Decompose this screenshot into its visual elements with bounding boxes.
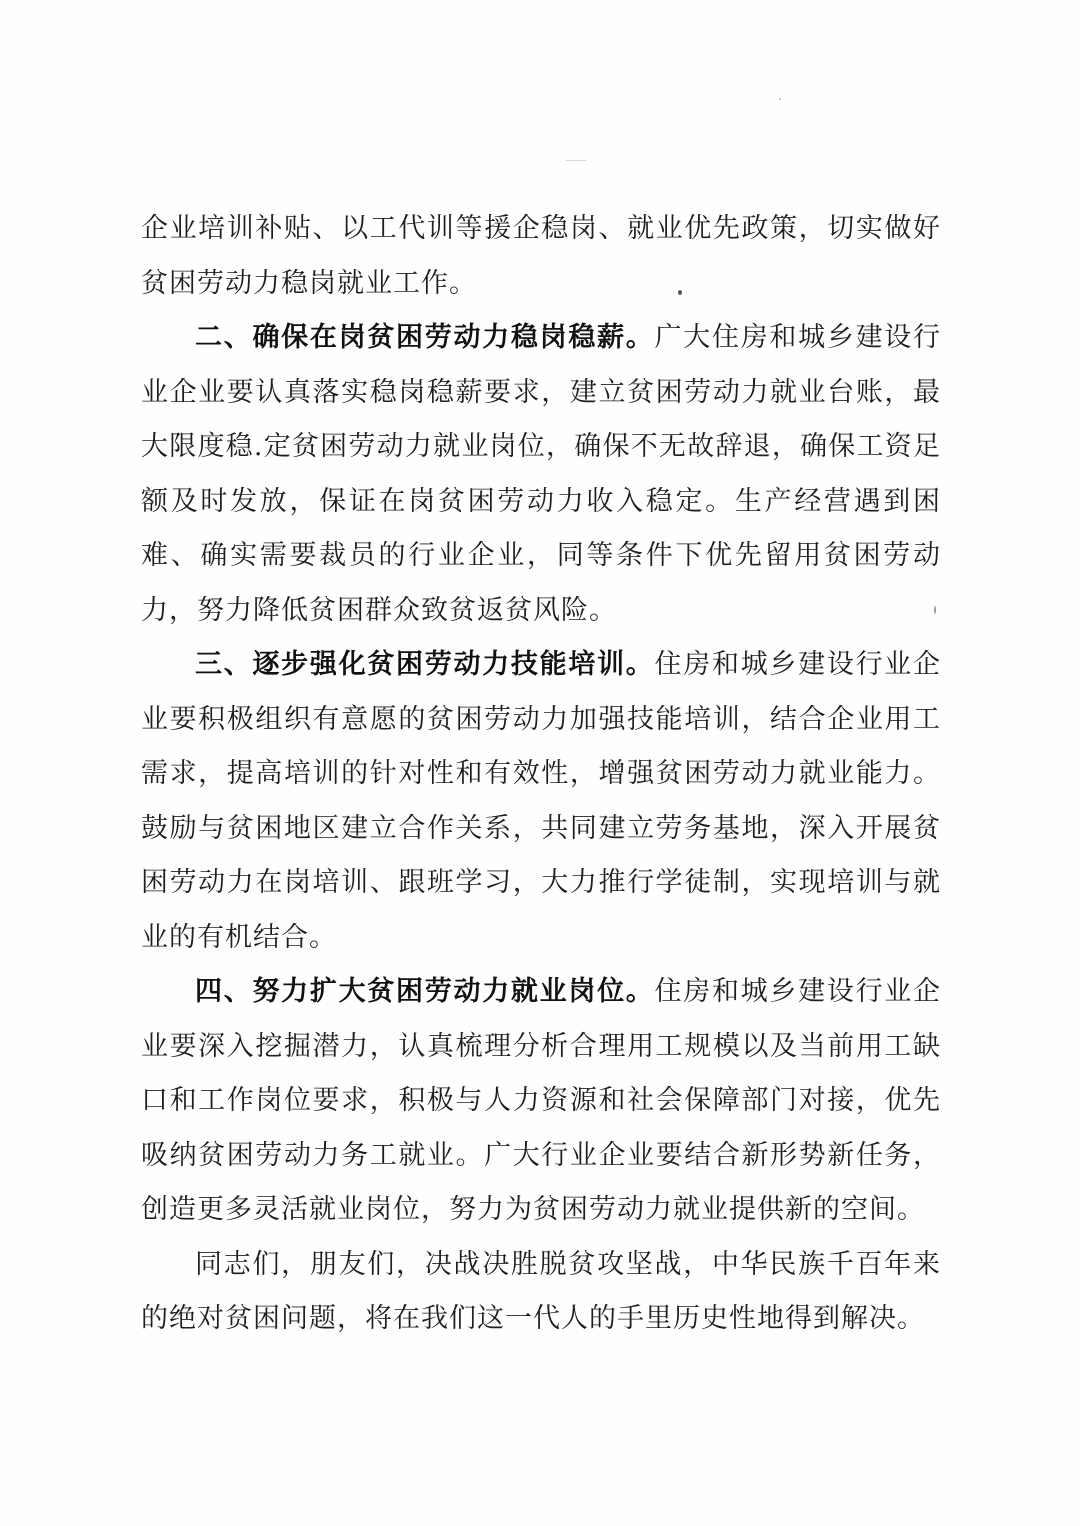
- section-heading: 四、努力扩大贫困劳动力就业岗位。: [195, 976, 655, 1007]
- scan-artifact-line: [566, 160, 586, 161]
- paragraph-section-4: [141, 965, 941, 1238]
- paragraph-section-3: [141, 638, 941, 965]
- paragraph-text: 同志们，朋友们，决战决胜脱贫攻坚战，中华民族千百年来的绝对贫困问题，将在我们这一代人的手里历史性地得到解决。: [141, 1248, 941, 1334]
- document-body: [141, 202, 941, 1347]
- paragraph-intro-continuation: [141, 202, 941, 311]
- paragraph-text: 广大住房和城乡建设行业企业要认真落实稳岗稳薪要求，建立贫困劳动力就业台账，最大限度稳.定贫困劳动力就业岗位，确保不无故辞退，确保工资足额及时发放，保证在岗贫困劳动力收入稳定。生产经营遇到困难、确实需要裁员的行业企业，同等条件下优先留用贫困劳动力，努力降低贫困群众致贫返贫风险。: [141, 322, 942, 626]
- scan-artifact-speck: [779, 98, 781, 100]
- paragraph-closing: [141, 1238, 941, 1347]
- section-heading: 三、逐步强化贫困劳动力技能培训。: [195, 649, 655, 680]
- paragraph-text: 住房和城乡建设行业企业要积极组织有意愿的贫困劳动力加强技能培训，结合企业用工需求，提高培训的针对性和有效性，增强贫困劳动力就业能力。鼓励与贫困地区建立合作关系，共同建立劳务基地，深入开展贫困劳动力在岗培训、跟班学习，大力推行学徒制，实现培训与就业的有机结合。: [141, 649, 942, 953]
- paragraph-text: 企业培训补贴、以工代训等援企稳岗、就业优先政策，切实做好贫困劳动力稳岗就业工作。: [141, 213, 941, 299]
- paragraph-section-2: [141, 311, 941, 638]
- paragraph-text: 住房和城乡建设行业企业要深入挖掘潜力，认真梳理分析合理用工规模以及当前用工缺口和工作岗位要求，积极与人力资源和社会保障部门对接，优先吸纳贫困劳动力务工就业。广大行业企业要结合新形势新任务，创造更多灵活就业岗位，努力为贫困劳动力就业提供新的空间。: [141, 976, 942, 1225]
- section-heading: 二、确保在岗贫困劳动力稳岗稳薪。: [195, 322, 655, 353]
